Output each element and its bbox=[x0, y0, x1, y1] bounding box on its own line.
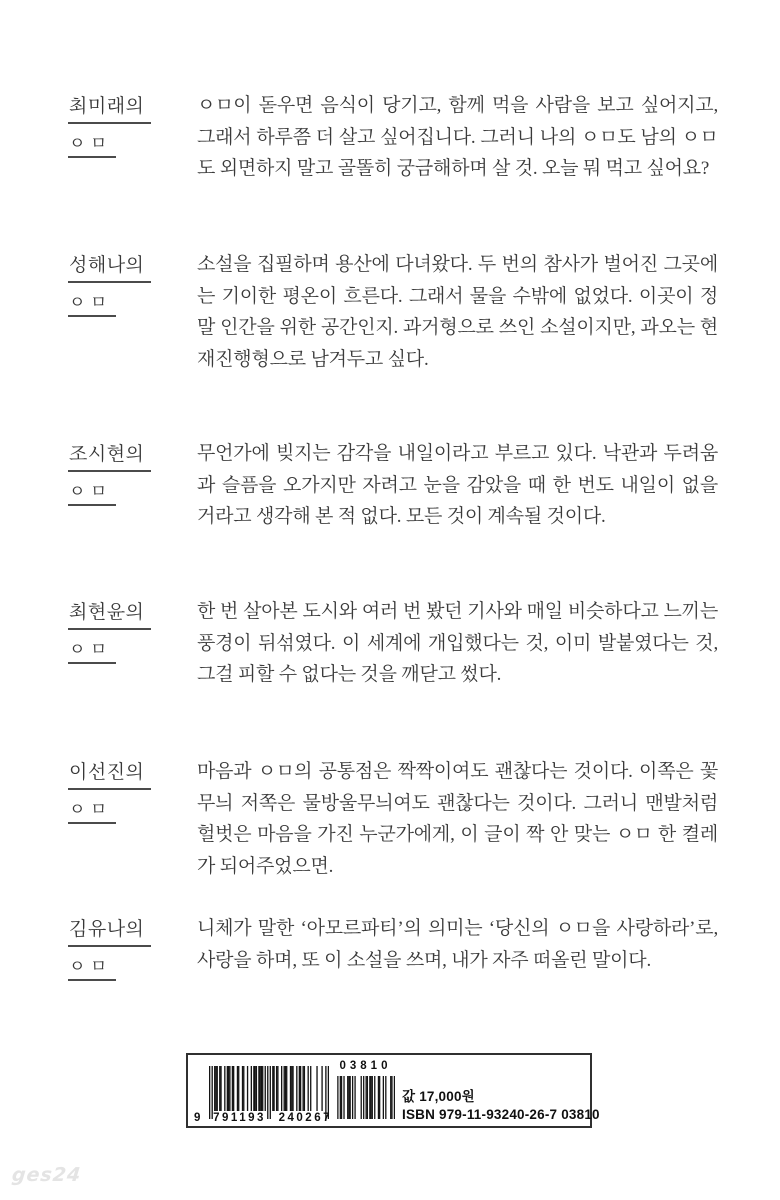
price-label: 값 17,000원 bbox=[402, 1089, 475, 1104]
masked-title: ㅇㅁ bbox=[68, 135, 116, 158]
author-name: 성해나의 bbox=[68, 256, 151, 283]
price-isbn-info bbox=[402, 1088, 600, 1123]
masked-title: ㅇㅁ bbox=[68, 958, 116, 981]
author-name: 김유나의 bbox=[68, 920, 151, 947]
blurb-quote: 마음과 ㅇㅁ의 공통점은 짝짝이여도 괜찮다는 것이다. 이쪽은 꽃무늬 저쪽은 물방울무늬여도 괜찮다는 것이다. 그러니 맨발처럼 헐벗은 마음을 가진 누군가에게, 이 글이 짝 안 맞는 ㅇㅁ 한 켤레가 되어주었으면. bbox=[197, 761, 718, 877]
ean13-right-group: 240267 bbox=[278, 1112, 332, 1124]
blurb-author-label bbox=[68, 97, 194, 158]
blurb-author-label bbox=[68, 920, 194, 981]
ean13-lead-digit: 9 bbox=[194, 1112, 201, 1124]
blurb-quote: 소설을 집필하며 용산에 다녀왔다. 두 번의 참사가 벌어진 그곳에는 기이한 평온이 흐른다. 그래서 물을 수밖에 없었다. 이곳이 정말 인간을 위한 공간인지. 과거형으로 쓰인 소설이지만, 과오는 현재진행형으로 남겨두고 싶다. bbox=[197, 254, 718, 370]
author-name: 최미래의 bbox=[68, 97, 151, 124]
blurb-quote: 무언가에 빚지는 감각을 내일이라고 부르고 있다. 낙관과 두려움과 슬픔을 오가지만 자려고 눈을 감았을 때 한 번도 내일이 없을 거라고 생각해 본 적 없다. 모든 것이 계속될 것이다. bbox=[197, 443, 718, 527]
blurb-author-label bbox=[68, 256, 194, 317]
blurb-quote: 니체가 말한 ‘아모르파티’의 의미는 ‘당신의 ㅇㅁ을 사랑하라’로, 사랑을 하며, 또 이 소설을 쓰며, 내가 자주 떠올린 말이다. bbox=[197, 918, 718, 971]
blurb-author-label bbox=[68, 445, 194, 506]
addon-barcode bbox=[336, 1076, 395, 1119]
author-name: 조시현의 bbox=[68, 445, 151, 472]
blurb-quote: ㅇㅁ이 돋우면 음식이 당기고, 함께 먹을 사람을 보고 싶어지고, 그래서 하루쯤 더 살고 싶어집니다. 그러니 나의 ㅇㅁ도 남의 ㅇㅁ도 외면하지 말고 골똘히 궁금해하며 살 것. 오늘 뭐 먹고 싶어요? bbox=[197, 95, 718, 179]
blurb-author-label bbox=[68, 603, 194, 664]
blurb-quote: 한 번 살아본 도시와 여러 번 봤던 기사와 매일 비슷하다고 느끼는 풍경이 뒤섞였다. 이 세계에 개입했다는 것, 이미 발붙였다는 것, 그걸 피할 수 없다는 것을 깨닫고 썼다. bbox=[197, 601, 718, 685]
masked-title: ㅇㅁ bbox=[68, 641, 116, 664]
bookstore-watermark: ges24 bbox=[10, 1164, 83, 1186]
ean13-left-group: 791193 bbox=[213, 1112, 266, 1124]
author-name: 최현윤의 bbox=[68, 603, 151, 630]
isbn-barcode-box bbox=[186, 1053, 600, 1128]
masked-title: ㅇㅁ bbox=[68, 294, 116, 317]
isbn-label: ISBN 979-11-93240-26-7 03810 bbox=[402, 1106, 600, 1122]
ean13-digits bbox=[194, 1113, 332, 1125]
addon-digits: 03810 bbox=[339, 1060, 392, 1072]
author-name: 이선진의 bbox=[68, 763, 151, 790]
masked-title: ㅇㅁ bbox=[68, 801, 116, 824]
blurb-author-label bbox=[68, 763, 194, 824]
masked-title: ㅇㅁ bbox=[68, 483, 116, 506]
